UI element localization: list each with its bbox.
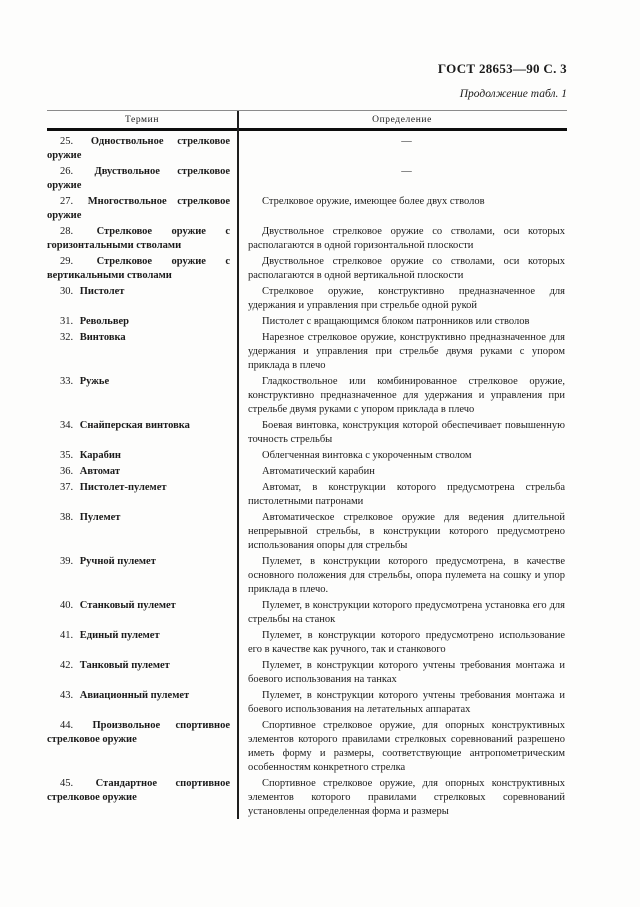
term-number: 25. <box>60 136 87 147</box>
term-text: Авиационный пулемет <box>79 690 190 701</box>
term-text: Танковый пулемет <box>79 660 170 671</box>
column-header-term: Термин <box>124 115 160 125</box>
term-cell <box>47 135 237 163</box>
term-number: 43. <box>60 690 76 701</box>
term-text: Карабин <box>79 450 121 461</box>
definition-text: Стрелковое оружие, имеющее более двух стволов <box>262 196 485 207</box>
term-cell <box>47 225 237 253</box>
table-row <box>47 135 567 163</box>
term-text: Пистолет-пулемет <box>79 482 167 493</box>
definition-text: Пулемет, в конструкции которого предусмотрена установка его для стрельбы на станок <box>248 600 565 625</box>
term-number: 37. <box>60 482 76 493</box>
term-text: Револьвер <box>79 316 130 327</box>
gost-standard-header: ГОСТ 28653—90 С. 3 <box>437 61 567 76</box>
column-header-definition: Определение <box>372 115 432 125</box>
table-row <box>47 629 567 657</box>
term-cell <box>47 255 237 283</box>
definition-text: Пулемет, в конструкции которого учтены требования монтажа и боевого использования на танках <box>248 660 565 685</box>
term-text: Пулемет <box>79 512 121 523</box>
term-cell <box>47 599 237 627</box>
term-number: 45. <box>60 778 92 789</box>
definition-text: Пулемет, в конструкции которого предусмотрена, в качестве основного положения для стрельбы, опора пулемета на сошку и упор приклада в плечо. <box>248 556 565 595</box>
term-cell <box>47 315 237 329</box>
term-number: 31. <box>60 316 76 327</box>
term-number: 26. <box>60 166 91 177</box>
term-number: 38. <box>60 512 76 523</box>
term-cell <box>47 285 237 313</box>
term-cell <box>47 165 237 193</box>
term-number: 33. <box>60 376 76 387</box>
definition-text: Пистолет с вращающимся блоком патронников или стволов <box>262 316 530 327</box>
table-row <box>47 285 567 313</box>
definition-text: Спортивное стрелковое оружие, для опорных конструктивных элементов которого правилами стрелковых соревнований разрешено иметь форму и размеры, соответствующие антропометрическим особенностям конкретного стрелка <box>248 720 565 773</box>
term-cell <box>47 777 237 819</box>
terms-table <box>47 110 567 819</box>
term-text: Одноствольное стрелковое оружие <box>47 136 230 161</box>
term-cell <box>47 195 237 223</box>
table-row <box>47 599 567 627</box>
term-cell <box>47 689 237 717</box>
table-body <box>47 131 567 819</box>
term-number: 42. <box>60 660 76 671</box>
table-row <box>47 419 567 447</box>
term-number: 40. <box>60 600 76 611</box>
table-row <box>47 255 567 283</box>
definition-text: Стрелковое оружие, конструктивно предназначенное для удержания и управления при стрельбе одной рукой <box>248 286 565 311</box>
term-cell <box>47 465 237 479</box>
term-cell <box>47 375 237 417</box>
definition-text: — <box>401 166 412 177</box>
column-divider-line <box>237 111 239 819</box>
term-text: Двуствольное стрелковое оружие <box>47 166 231 191</box>
term-text: Снайперская винтовка <box>79 420 190 431</box>
term-number: 44. <box>60 720 89 731</box>
term-text: Автомат <box>79 466 121 477</box>
definition-text: Нарезное стрелковое оружие, конструктивно предназначенное для удержания и управления при стрельбе двумя руками с упором приклада в плечо <box>248 332 565 371</box>
term-number: 35. <box>60 450 76 461</box>
term-text: Винтовка <box>79 332 126 343</box>
definition-text: Автоматический карабин <box>262 466 375 477</box>
table-row <box>47 777 567 819</box>
table-row <box>47 481 567 509</box>
term-number: 39. <box>60 556 76 567</box>
table-row <box>47 375 567 417</box>
definition-text: Автомат, в конструкции которого предусмотрена стрельба пистолетными патронами <box>248 482 565 507</box>
definition-text: Гладкоствольное или комбинированное стрелковое оружие, конструктивно предназначенное для удержания и управления при стрельбе двумя руками с упором приклада в плечо <box>248 376 565 415</box>
term-cell <box>47 719 237 775</box>
table-row <box>47 315 567 329</box>
definition-text: Боевая винтовка, конструкция которой обеспечивает повышенную точность стрельбы <box>248 420 565 445</box>
term-number: 27. <box>60 196 84 207</box>
table-header-row <box>47 111 567 131</box>
term-number: 41. <box>60 630 76 641</box>
term-cell <box>47 629 237 657</box>
term-text: Произвольное спортивное стрелковое оружие <box>47 720 231 745</box>
term-text: Стрелковое оружие с вертикальными стволами <box>47 256 231 281</box>
term-number: 32. <box>60 332 76 343</box>
term-number: 30. <box>60 286 76 297</box>
term-text: Единый пулемет <box>79 630 160 641</box>
definition-text: Облегченная винтовка с укороченным стволом <box>262 450 472 461</box>
definition-text: Двуствольное стрелковое оружие со стволами, оси которых располагаются в одной вертикальной плоскости <box>248 256 565 281</box>
term-cell <box>47 449 237 463</box>
term-number: 28. <box>60 226 93 237</box>
term-cell <box>47 511 237 553</box>
term-cell <box>47 555 237 597</box>
term-number: 29. <box>60 256 93 267</box>
definition-text: Двуствольное стрелковое оружие со стволами, оси которых располагаются в одной горизонтальной плоскости <box>248 226 565 251</box>
table-row <box>47 165 567 193</box>
term-text: Стандартное спортивное стрелковое оружие <box>47 778 230 803</box>
definition-text: — <box>401 136 412 147</box>
term-text: Станковый пулемет <box>79 600 176 611</box>
table-row <box>47 511 567 553</box>
term-text: Пистолет <box>79 286 125 297</box>
term-text: Стрелковое оружие с горизонтальными стволами <box>47 226 231 251</box>
term-text: Ручной пулемет <box>79 556 156 567</box>
term-text: Многоствольное стрелковое оружие <box>47 196 230 221</box>
definition-text: Спортивное стрелковое оружие, для опорных конструктивных элементов которого правилами стрелковых соревнований установлены определенная форма и размеры <box>248 778 565 817</box>
term-cell <box>47 419 237 447</box>
table-continuation-caption: Продолжение табл. 1 <box>459 88 567 100</box>
table-row <box>47 555 567 597</box>
term-number: 34. <box>60 420 76 431</box>
term-text: Ружье <box>79 376 110 387</box>
table-row <box>47 449 567 463</box>
term-cell <box>47 659 237 687</box>
table-row <box>47 195 567 223</box>
definition-text: Пулемет, в конструкции которого учтены требования монтажа и боевого использования на летательных аппаратах <box>248 690 565 715</box>
table-row <box>47 225 567 253</box>
table-row <box>47 465 567 479</box>
term-cell <box>47 481 237 509</box>
term-number: 36. <box>60 466 76 477</box>
definition-text: Пулемет, в конструкции которого предусмотрено использование его в качестве как ручного, так и станкового <box>248 630 565 655</box>
definition-text: Автоматическое стрелковое оружие для ведения длительной непрерывной стрельбы, в конструкции которого предусмотрено использования опоры для стрельбы <box>248 512 565 551</box>
term-cell <box>47 331 237 373</box>
table-row <box>47 659 567 687</box>
table-row <box>47 331 567 373</box>
table-row <box>47 719 567 775</box>
table-row <box>47 689 567 717</box>
